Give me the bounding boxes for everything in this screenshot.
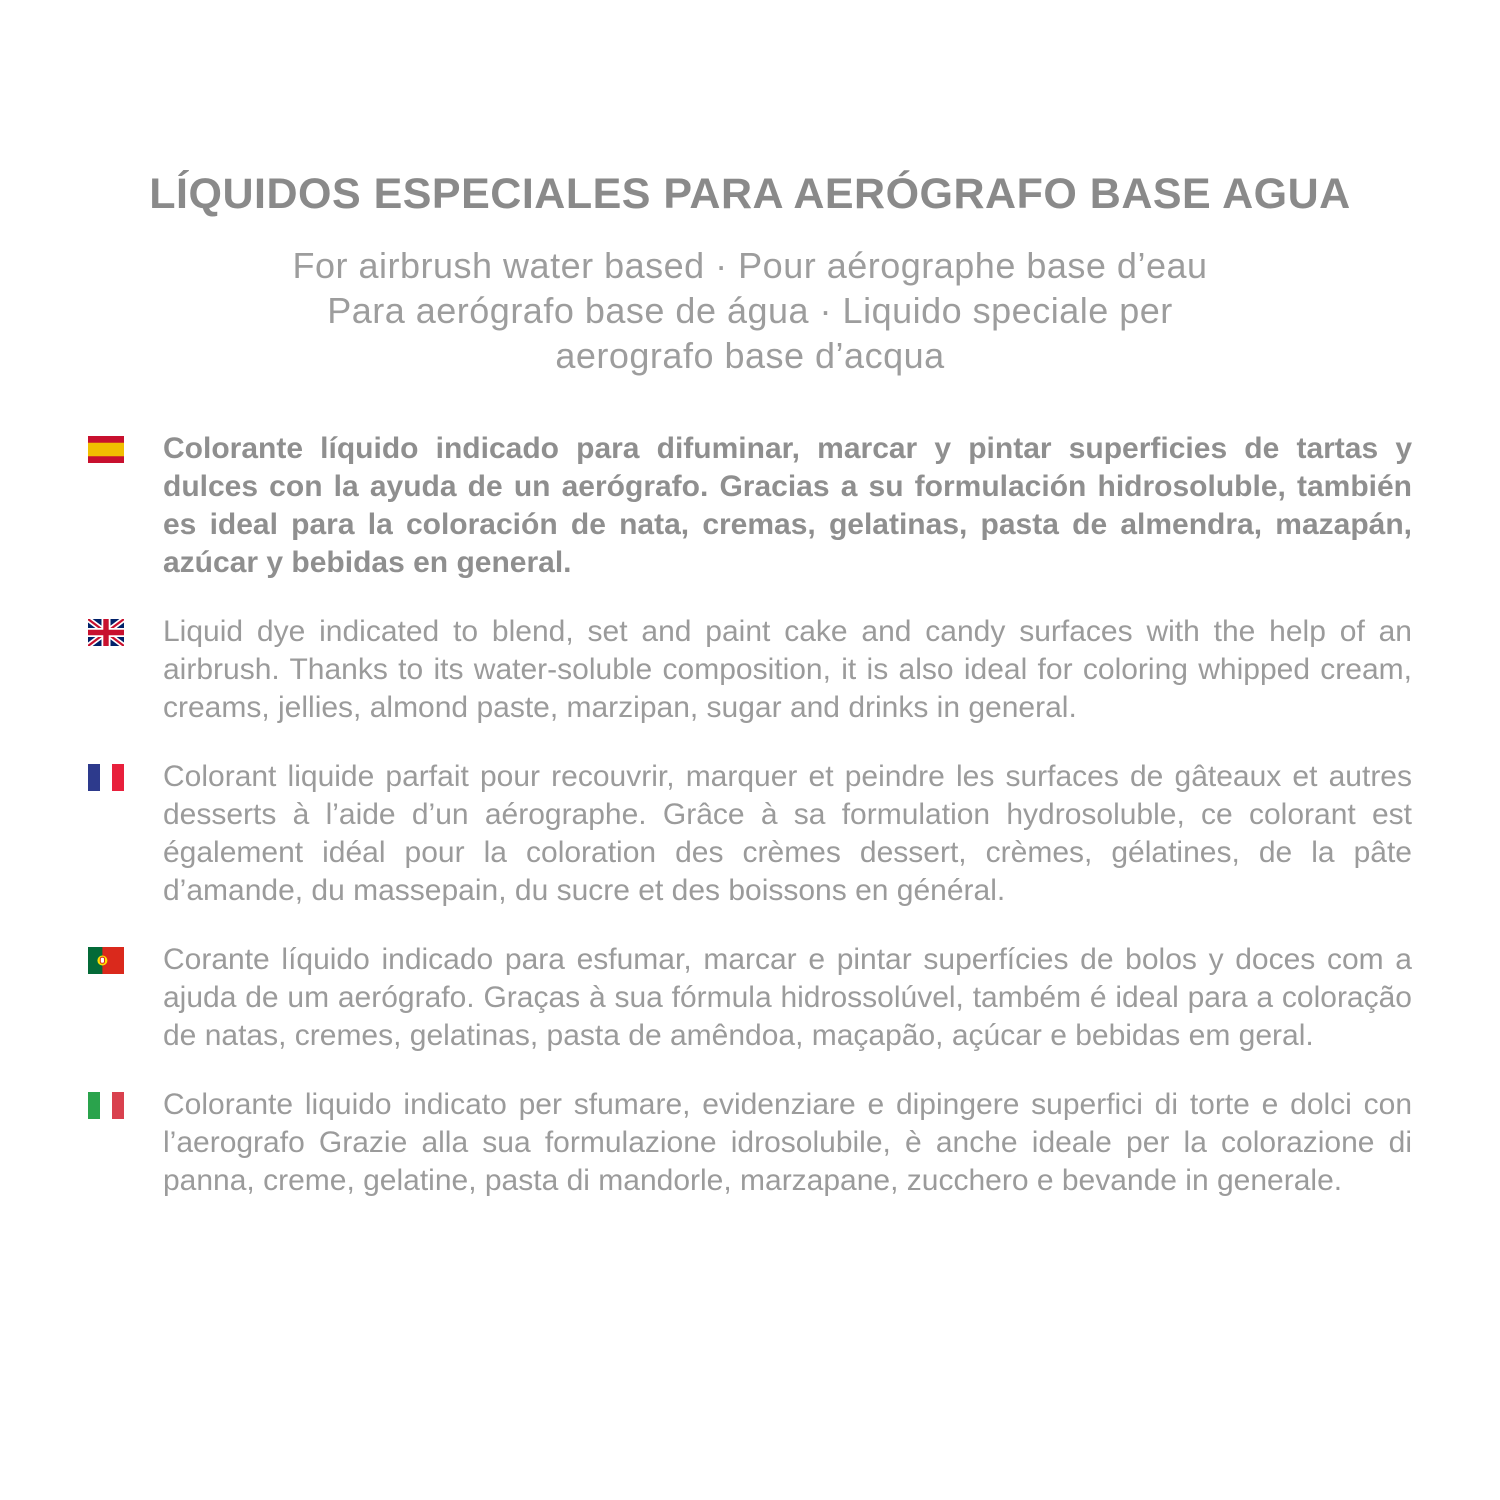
page-title: LÍQUIDOS ESPECIALES PARA AERÓGRAFO BASE AGUA bbox=[149, 170, 1351, 218]
paragraph-es bbox=[88, 430, 1412, 582]
paragraph-fr-text: Colorant liquide parfait pour recouvrir, marquer et peindre les surfaces de gâteaux et autres desserts à l’aide d’un aérographe. Grâce à sa formulation hydrosoluble, ce colorant est également idéal pour la coloration des crèmes dessert, crèmes, gélatines, de la pâte d’amande, du massepain, du sucre et des boissons en général. bbox=[163, 760, 1412, 907]
italy-flag-icon bbox=[88, 1092, 124, 1119]
paragraph-it-text: Colorante liquido indicato per sfumare, evidenziare e dipingere superfici di torte e dolci con l’aerografo Grazie alla sua formulazione idrosolubile, è anche ideale per la colorazione di panna, creme, gelatine, pasta di mandorle, marzapane, zucchero e bevande in generale. bbox=[163, 1088, 1412, 1197]
subtitle-line-1: For airbrush water based · Pour aérographe base d’eau bbox=[292, 245, 1208, 286]
spain-flag-icon bbox=[88, 436, 124, 463]
paragraph-pt-text: Corante líquido indicado para esfumar, marcar e pintar superfícies de bolos y doces com a ajuda de um aerógrafo. Graças à sua fórmula hidrossolúvel, também é ideal para a coloração de natas, cremes, gelatinas, pasta de amêndoa, maçapão, açúcar e bebidas em geral. bbox=[163, 943, 1412, 1052]
uk-flag-icon bbox=[88, 619, 124, 646]
subtitle-line-2: Para aerógrafo base de água · Liquido speciale per bbox=[327, 290, 1173, 331]
page-subtitle bbox=[0, 243, 1500, 378]
paragraph-es-text: Colorante líquido indicado para difuminar, marcar y pintar superficies de tartas y dulces con la ayuda de un aerógrafo. Gracias a su formulación hidrosoluble, también es ideal para la coloración de nata, cremas, gelatinas, pasta de almendra, mazapán, azúcar y bebidas en general. bbox=[163, 432, 1412, 579]
france-flag-icon bbox=[88, 764, 124, 791]
subtitle-line-3: aerografo base d’acqua bbox=[555, 335, 945, 376]
paragraph-en-text: Liquid dye indicated to blend, set and paint cake and candy surfaces with the help of an airbrush. Thanks to its water-soluble composition, it is also ideal for coloring whipped cream, creams, jellies, almond paste, marzipan, sugar and drinks in general. bbox=[163, 615, 1412, 724]
paragraph-en bbox=[88, 613, 1412, 727]
paragraph-it bbox=[88, 1086, 1412, 1200]
paragraph-fr bbox=[88, 758, 1412, 910]
paragraph-list bbox=[88, 430, 1412, 1231]
portugal-flag-icon bbox=[88, 947, 124, 974]
paragraph-pt bbox=[88, 941, 1412, 1055]
